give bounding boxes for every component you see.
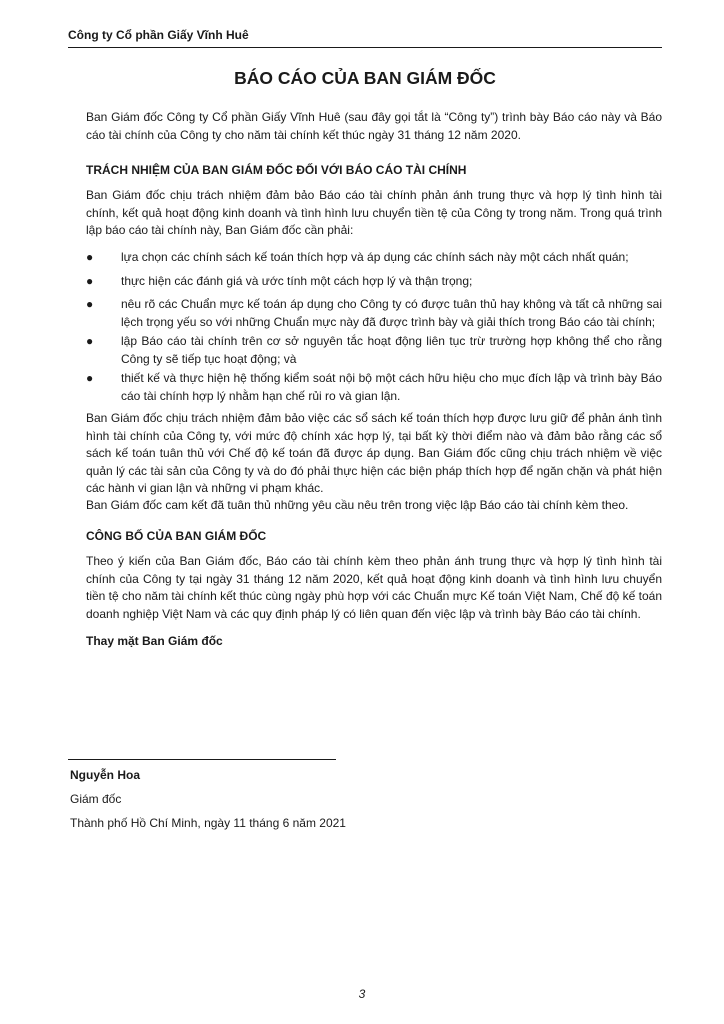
commitment-paragraph: Ban Giám đốc cam kết đã tuân thủ những yêu cầu nêu trên trong việc lập Báo cáo tài chính kèm theo. [86, 498, 629, 512]
list-item-text: nêu rõ các Chuẩn mực kế toán áp dụng cho Công ty có được tuân thủ hay không và tất cả những sai lệch trọng yếu so với những Chuẩn mực này đã được trình bày và giải thích trong Báo cáo tài chính; [121, 297, 662, 329]
responsibility-paragraph: Ban Giám đốc chịu trách nhiệm đảm bảo Báo cáo tài chính phản ánh trung thực và hợp lý tình hình tài chính, kết quả hoạt động kinh doanh và tình hình lưu chuyển tiền tệ của Công ty trong năm. Trong quá trình lập báo cáo tài chính này, Ban Giám đốc cần phải: [86, 188, 662, 237]
bookkeeping-paragraph: Ban Giám đốc chịu trách nhiệm đảm bảo việc các sổ sách kế toán thích hợp được lưu giữ để phản ánh tình hình tài chính của Công ty, với mức độ chính xác hợp lý, tại bất kỳ thời điểm nào và đảm bảo rằng các sổ sách kế toán tuân thủ với Chế độ kế toán đã được áp dụng. Ban Giám đốc cũng chịu trách nhiệm về việc quản lý các tài sản của Công ty và do đó phải thực hiện các biện pháp thích hợp để ngăn chặn và phát hiện các hành vi gian lận và những vi phạm khác. [86, 411, 662, 495]
company-header: Công ty Cổ phần Giấy Vĩnh Huê [68, 28, 249, 42]
page-title: BÁO CÁO CỦA BAN GIÁM ĐỐC [234, 68, 496, 88]
intro-paragraph: Ban Giám đốc Công ty Cổ phần Giấy Vĩnh Huê (sau đây gọi tắt là “Công ty”) trình bày Báo cáo này và Báo cáo tài chính của Công ty cho năm tài chính kết thúc ngày 31 tháng 12 năm 2020. [86, 110, 662, 142]
list-item-text: lựa chọn các chính sách kế toán thích hợp và áp dụng các chính sách này một cách nhất quán; [121, 250, 629, 264]
section-heading-responsibility: TRÁCH NHIỆM CỦA BAN GIÁM ĐỐC ĐỐI VỚI BÁO CÁO TÀI CHÍNH [86, 163, 467, 177]
bullet-icon: ● [86, 297, 94, 311]
on-behalf-label: Thay mặt Ban Giám đốc [86, 634, 223, 648]
declaration-paragraph: Theo ý kiến của Ban Giám đốc, Báo cáo tài chính kèm theo phản ánh trung thực và hợp lý tình hình tài chính của Công ty tại ngày 31 tháng 12 năm 2020, kết quả hoạt động kinh doanh và tình hình lưu chuyển tiền tệ cho năm tài chính kết thúc cùng ngày phù hợp với các Chuẩn mực Kế toán Việt Nam, Chế độ kế toán doanh nghiệp Việt Nam và các quy định pháp lý có liên quan đến việc lập và trình bày Báo cáo tài chính. [86, 554, 662, 621]
bullet-icon: ● [86, 371, 94, 385]
bullet-icon: ● [86, 274, 94, 288]
bullet-icon: ● [86, 334, 94, 348]
place-date: Thành phố Hồ Chí Minh, ngày 11 tháng 6 năm 2021 [70, 816, 346, 830]
header-divider [68, 47, 662, 48]
signer-position: Giám đốc [70, 792, 122, 806]
page-number: 3 [358, 987, 366, 1001]
bullet-icon: ● [86, 250, 94, 264]
signer-name: Nguyễn Hoa [70, 768, 141, 782]
section-heading-declaration: CÔNG BỐ CỦA BAN GIÁM ĐỐC [86, 529, 267, 543]
signature-line [68, 759, 336, 760]
list-item-text: lập Báo cáo tài chính trên cơ sở nguyên tắc hoạt động liên tục trừ trường hợp không thể cho rằng Công ty sẽ tiếp tục hoạt động; và [121, 334, 662, 366]
list-item-text: thiết kế và thực hiện hệ thống kiểm soát nội bộ một cách hữu hiệu cho mục đích lập và trình bày Báo cáo tài chính hợp lý nhằm hạn chế rủi ro và gian lận. [121, 371, 662, 403]
list-item-text: thực hiện các đánh giá và ước tính một cách hợp lý và thận trọng; [121, 274, 473, 288]
